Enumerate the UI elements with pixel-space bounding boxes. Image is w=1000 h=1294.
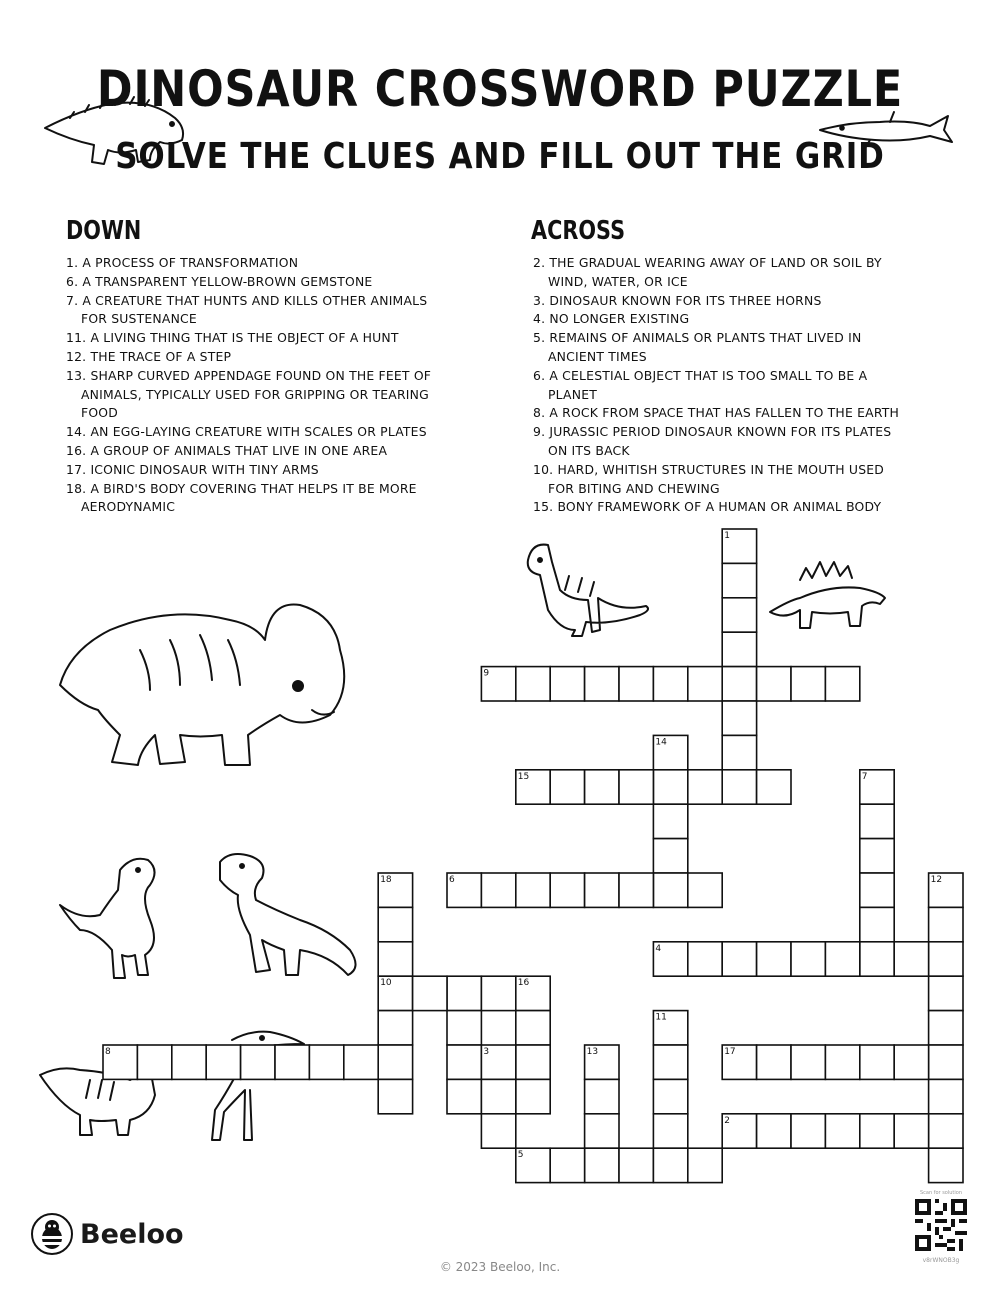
across-clue: 8. A ROCK FROM SPACE THAT HAS FALLEN TO THE EARTH — [533, 405, 900, 421]
crossword-cell[interactable] — [447, 1011, 481, 1045]
crossword-cell[interactable] — [275, 1045, 309, 1079]
clue-number-6: 6 — [449, 875, 455, 885]
copyright: © 2023 Beeloo, Inc. — [439, 1260, 561, 1274]
across-clue: 3. DINOSAUR KNOWN FOR ITS THREE HORNS — [533, 292, 822, 308]
parasaurolophus-illustration — [528, 545, 648, 636]
down-clue: 7. A CREATURE THAT HUNTS AND KILLS OTHER ANIMALS FOR SUSTENANCE — [66, 292, 428, 327]
crossword-cell[interactable] — [929, 1148, 963, 1182]
crossword-cell[interactable] — [929, 1079, 963, 1113]
clue-number-14: 14 — [655, 737, 667, 748]
crossword-cell[interactable] — [722, 563, 756, 597]
clue-number-12: 12 — [930, 875, 943, 885]
crossword-cell[interactable] — [619, 667, 653, 701]
down-clue: 1. A PROCESS OF TRANSFORMATION — [66, 255, 299, 270]
crossword-cell[interactable] — [550, 873, 584, 907]
crossword-cell[interactable] — [241, 1045, 275, 1079]
crossword-cell[interactable] — [860, 907, 894, 941]
crossword-cell[interactable] — [757, 770, 791, 804]
crossword-cell[interactable] — [653, 1148, 687, 1182]
clue-number-4: 4 — [655, 943, 662, 954]
crossword-cell[interactable] — [653, 873, 687, 907]
t-rex-illustration — [220, 854, 356, 975]
crossword-cell[interactable] — [757, 1045, 791, 1079]
crossword-cell[interactable] — [825, 667, 859, 701]
crossword-cell[interactable] — [929, 1114, 963, 1148]
clue-number-13: 13 — [586, 1047, 599, 1057]
crossword-cell[interactable] — [172, 1045, 206, 1079]
crossword-cell[interactable] — [585, 770, 619, 804]
crossword-cell[interactable] — [516, 1045, 550, 1079]
crossword-cell[interactable] — [585, 1079, 619, 1113]
qr-code-text: v8rWNOB3g — [922, 1257, 960, 1264]
crossword-cell[interactable] — [722, 667, 756, 701]
crossword-cell[interactable] — [860, 1114, 894, 1148]
clue-number-5: 5 — [517, 1150, 524, 1161]
crossword-cell[interactable] — [481, 976, 515, 1010]
crossword-cell[interactable] — [688, 942, 722, 976]
across-clue: 4. NO LONGER EXISTING — [533, 311, 690, 327]
across-clue: 5. REMAINS OF ANIMALS OR PLANTS THAT LIVED IN ANCIENT TIMES — [533, 330, 862, 364]
qr-caption: Scan for solution — [919, 1190, 962, 1196]
crossword-cell[interactable] — [929, 976, 963, 1010]
clue-number-1: 1 — [724, 531, 730, 541]
triceratops-illustration — [60, 604, 344, 765]
across-clue: 9. JURASSIC PERIOD DINOSAUR KNOWN FOR ITS PLATES ON ITS BACK — [533, 424, 892, 458]
crossword-cell[interactable] — [516, 667, 550, 701]
clue-number-11: 11 — [655, 1012, 667, 1023]
stegosaurus-illustration — [770, 562, 885, 628]
crossword-cell[interactable] — [860, 839, 894, 873]
crossword-cell[interactable] — [688, 1148, 722, 1182]
qr-code-icon[interactable] — [915, 1199, 967, 1251]
crossword-cell[interactable] — [757, 667, 791, 701]
crossword-cell[interactable] — [344, 1045, 378, 1079]
crossword-cell[interactable] — [481, 873, 515, 907]
clue-number-8: 8 — [105, 1047, 111, 1057]
brand-name: Beeloo — [80, 1218, 184, 1250]
crossword-cell[interactable] — [447, 1045, 481, 1079]
down-clue: 13. SHARP CURVED APPENDAGE FOUND ON THE FEET OF ANIMALS, TYPICALLY USED FOR GRIPPING OR TEARING FOOD — [66, 367, 432, 421]
crossword-cell[interactable] — [481, 1114, 515, 1148]
crossword-cell[interactable] — [757, 1114, 791, 1148]
crossword-cell[interactable] — [447, 1079, 481, 1113]
crossword-cell[interactable] — [929, 1045, 963, 1079]
crossword-cell[interactable] — [653, 804, 687, 838]
crossword-cell[interactable] — [860, 873, 894, 907]
across-clue: 10. HARD, WHITISH STRUCTURES IN THE MOUTH USED FOR BITING AND CHEWING — [533, 461, 885, 496]
bee-icon — [30, 1212, 74, 1256]
crossword-cell[interactable] — [619, 770, 653, 804]
crossword-cell[interactable] — [722, 598, 756, 632]
clue-number-7: 7 — [861, 771, 868, 782]
dilophosaurus-illustration — [60, 859, 155, 978]
crossword-cell[interactable] — [653, 1114, 687, 1148]
down-clue: 11. A LIVING THING THAT IS THE OBJECT OF A HUNT — [66, 330, 399, 346]
down-clue: 17. ICONIC DINOSAUR WITH TINY ARMS — [66, 461, 319, 477]
crossword-cell[interactable] — [791, 942, 825, 976]
crossword-cell[interactable] — [688, 770, 722, 804]
crossword-cell[interactable] — [688, 873, 722, 907]
down-clue: 6. A TRANSPARENT YELLOW-BROWN GEMSTONE — [66, 273, 373, 289]
brand-logo — [30, 1212, 184, 1256]
across-heading: ACROSS — [531, 216, 626, 246]
crossword-cell[interactable] — [722, 942, 756, 976]
crossword-cell[interactable] — [791, 1045, 825, 1079]
clue-number-15: 15 — [517, 771, 530, 782]
crossword-cell[interactable] — [653, 1045, 687, 1079]
crossword-cell[interactable] — [653, 1079, 687, 1113]
crossword-cell[interactable] — [137, 1045, 171, 1079]
crossword-cell[interactable] — [447, 976, 481, 1010]
crossword-cell[interactable] — [791, 1114, 825, 1148]
crossword-cell[interactable] — [722, 770, 756, 804]
down-clue: 18. A BIRD'S BODY COVERING THAT HELPS IT BE MORE AERODYNAMIC — [66, 480, 417, 515]
solution-qr[interactable] — [912, 1190, 970, 1264]
across-clue: 6. A CELESTIAL OBJECT THAT IS TOO SMALL TO BE A PLANET — [533, 367, 868, 402]
crossword-cell[interactable] — [860, 942, 894, 976]
crossword-cell[interactable] — [688, 667, 722, 701]
crossword-cell[interactable] — [378, 1045, 412, 1079]
crossword-cell[interactable] — [550, 1148, 584, 1182]
crossword-cell[interactable] — [791, 667, 825, 701]
crossword-cell[interactable] — [550, 770, 584, 804]
crossword-cell[interactable] — [825, 1114, 859, 1148]
crossword-cell[interactable] — [550, 667, 584, 701]
crossword-cell[interactable] — [653, 667, 687, 701]
crossword-cell[interactable] — [585, 667, 619, 701]
crossword-cell[interactable] — [481, 1079, 515, 1113]
down-heading: DOWN — [66, 216, 142, 246]
ichthyosaur-illustration — [820, 112, 952, 150]
ankylosaur-illustration — [45, 97, 183, 164]
crossword-cell[interactable] — [206, 1045, 240, 1079]
clue-number-3: 3 — [483, 1047, 490, 1057]
crossword-cell[interactable] — [619, 1148, 653, 1182]
crossword-cell[interactable] — [378, 907, 412, 941]
clue-number-10: 10 — [380, 978, 392, 989]
crossword-cell[interactable] — [722, 701, 756, 735]
page-subtitle: SOLVE THE CLUES AND FILL OUT THE GRID — [115, 136, 885, 177]
crossword-cell[interactable] — [378, 1079, 412, 1113]
clue-number-16: 16 — [517, 978, 530, 989]
crossword-cell[interactable] — [585, 1148, 619, 1182]
clue-number-17: 17 — [724, 1047, 736, 1057]
crossword-cell[interactable] — [653, 770, 687, 804]
down-clue: 16. A GROUP OF ANIMALS THAT LIVE IN ONE AREA — [66, 442, 388, 458]
page-title: DINOSAUR CROSSWORD PUZZLE — [96, 60, 904, 118]
crossword-cell[interactable] — [585, 873, 619, 907]
crossword-cell[interactable] — [929, 907, 963, 941]
crossword-cell[interactable] — [619, 873, 653, 907]
crossword-cell[interactable] — [722, 735, 756, 769]
crossword-cell[interactable] — [722, 632, 756, 666]
clue-number-18: 18 — [380, 875, 392, 885]
crossword-cell[interactable] — [825, 1045, 859, 1079]
crossword-cell[interactable] — [309, 1045, 343, 1079]
crossword-cell[interactable] — [378, 1011, 412, 1045]
crossword-cell[interactable] — [585, 1114, 619, 1148]
crossword-cells — [103, 529, 963, 1183]
crossword-cell[interactable] — [825, 942, 859, 976]
crossword-cell[interactable] — [929, 942, 963, 976]
crossword-cell[interactable] — [516, 873, 550, 907]
crossword-cell[interactable] — [894, 1045, 928, 1079]
clue-number-2: 2 — [724, 1115, 730, 1126]
down-clue: 12. THE TRACE OF A STEP — [66, 348, 232, 364]
crossword-cell[interactable] — [860, 804, 894, 838]
clue-number-9: 9 — [483, 668, 490, 679]
crossword-cell[interactable] — [929, 1011, 963, 1045]
crossword-cell[interactable] — [894, 1114, 928, 1148]
crossword-cell[interactable] — [516, 1079, 550, 1113]
crossword-cell[interactable] — [653, 839, 687, 873]
crossword-cell[interactable] — [413, 976, 447, 1010]
across-clue: 2. THE GRADUAL WEARING AWAY OF LAND OR SOIL BY WIND, WATER, OR ICE — [533, 255, 882, 289]
crossword-cell[interactable] — [757, 942, 791, 976]
down-clue: 14. AN EGG-LAYING CREATURE WITH SCALES OR PLATES — [66, 424, 427, 440]
crossword-cell[interactable] — [894, 942, 928, 976]
crossword-cell[interactable] — [378, 942, 412, 976]
crossword-cell[interactable] — [516, 1011, 550, 1045]
crossword-cell[interactable] — [860, 1045, 894, 1079]
across-clue: 15. BONY FRAMEWORK OF A HUMAN OR ANIMAL BODY — [533, 499, 882, 515]
